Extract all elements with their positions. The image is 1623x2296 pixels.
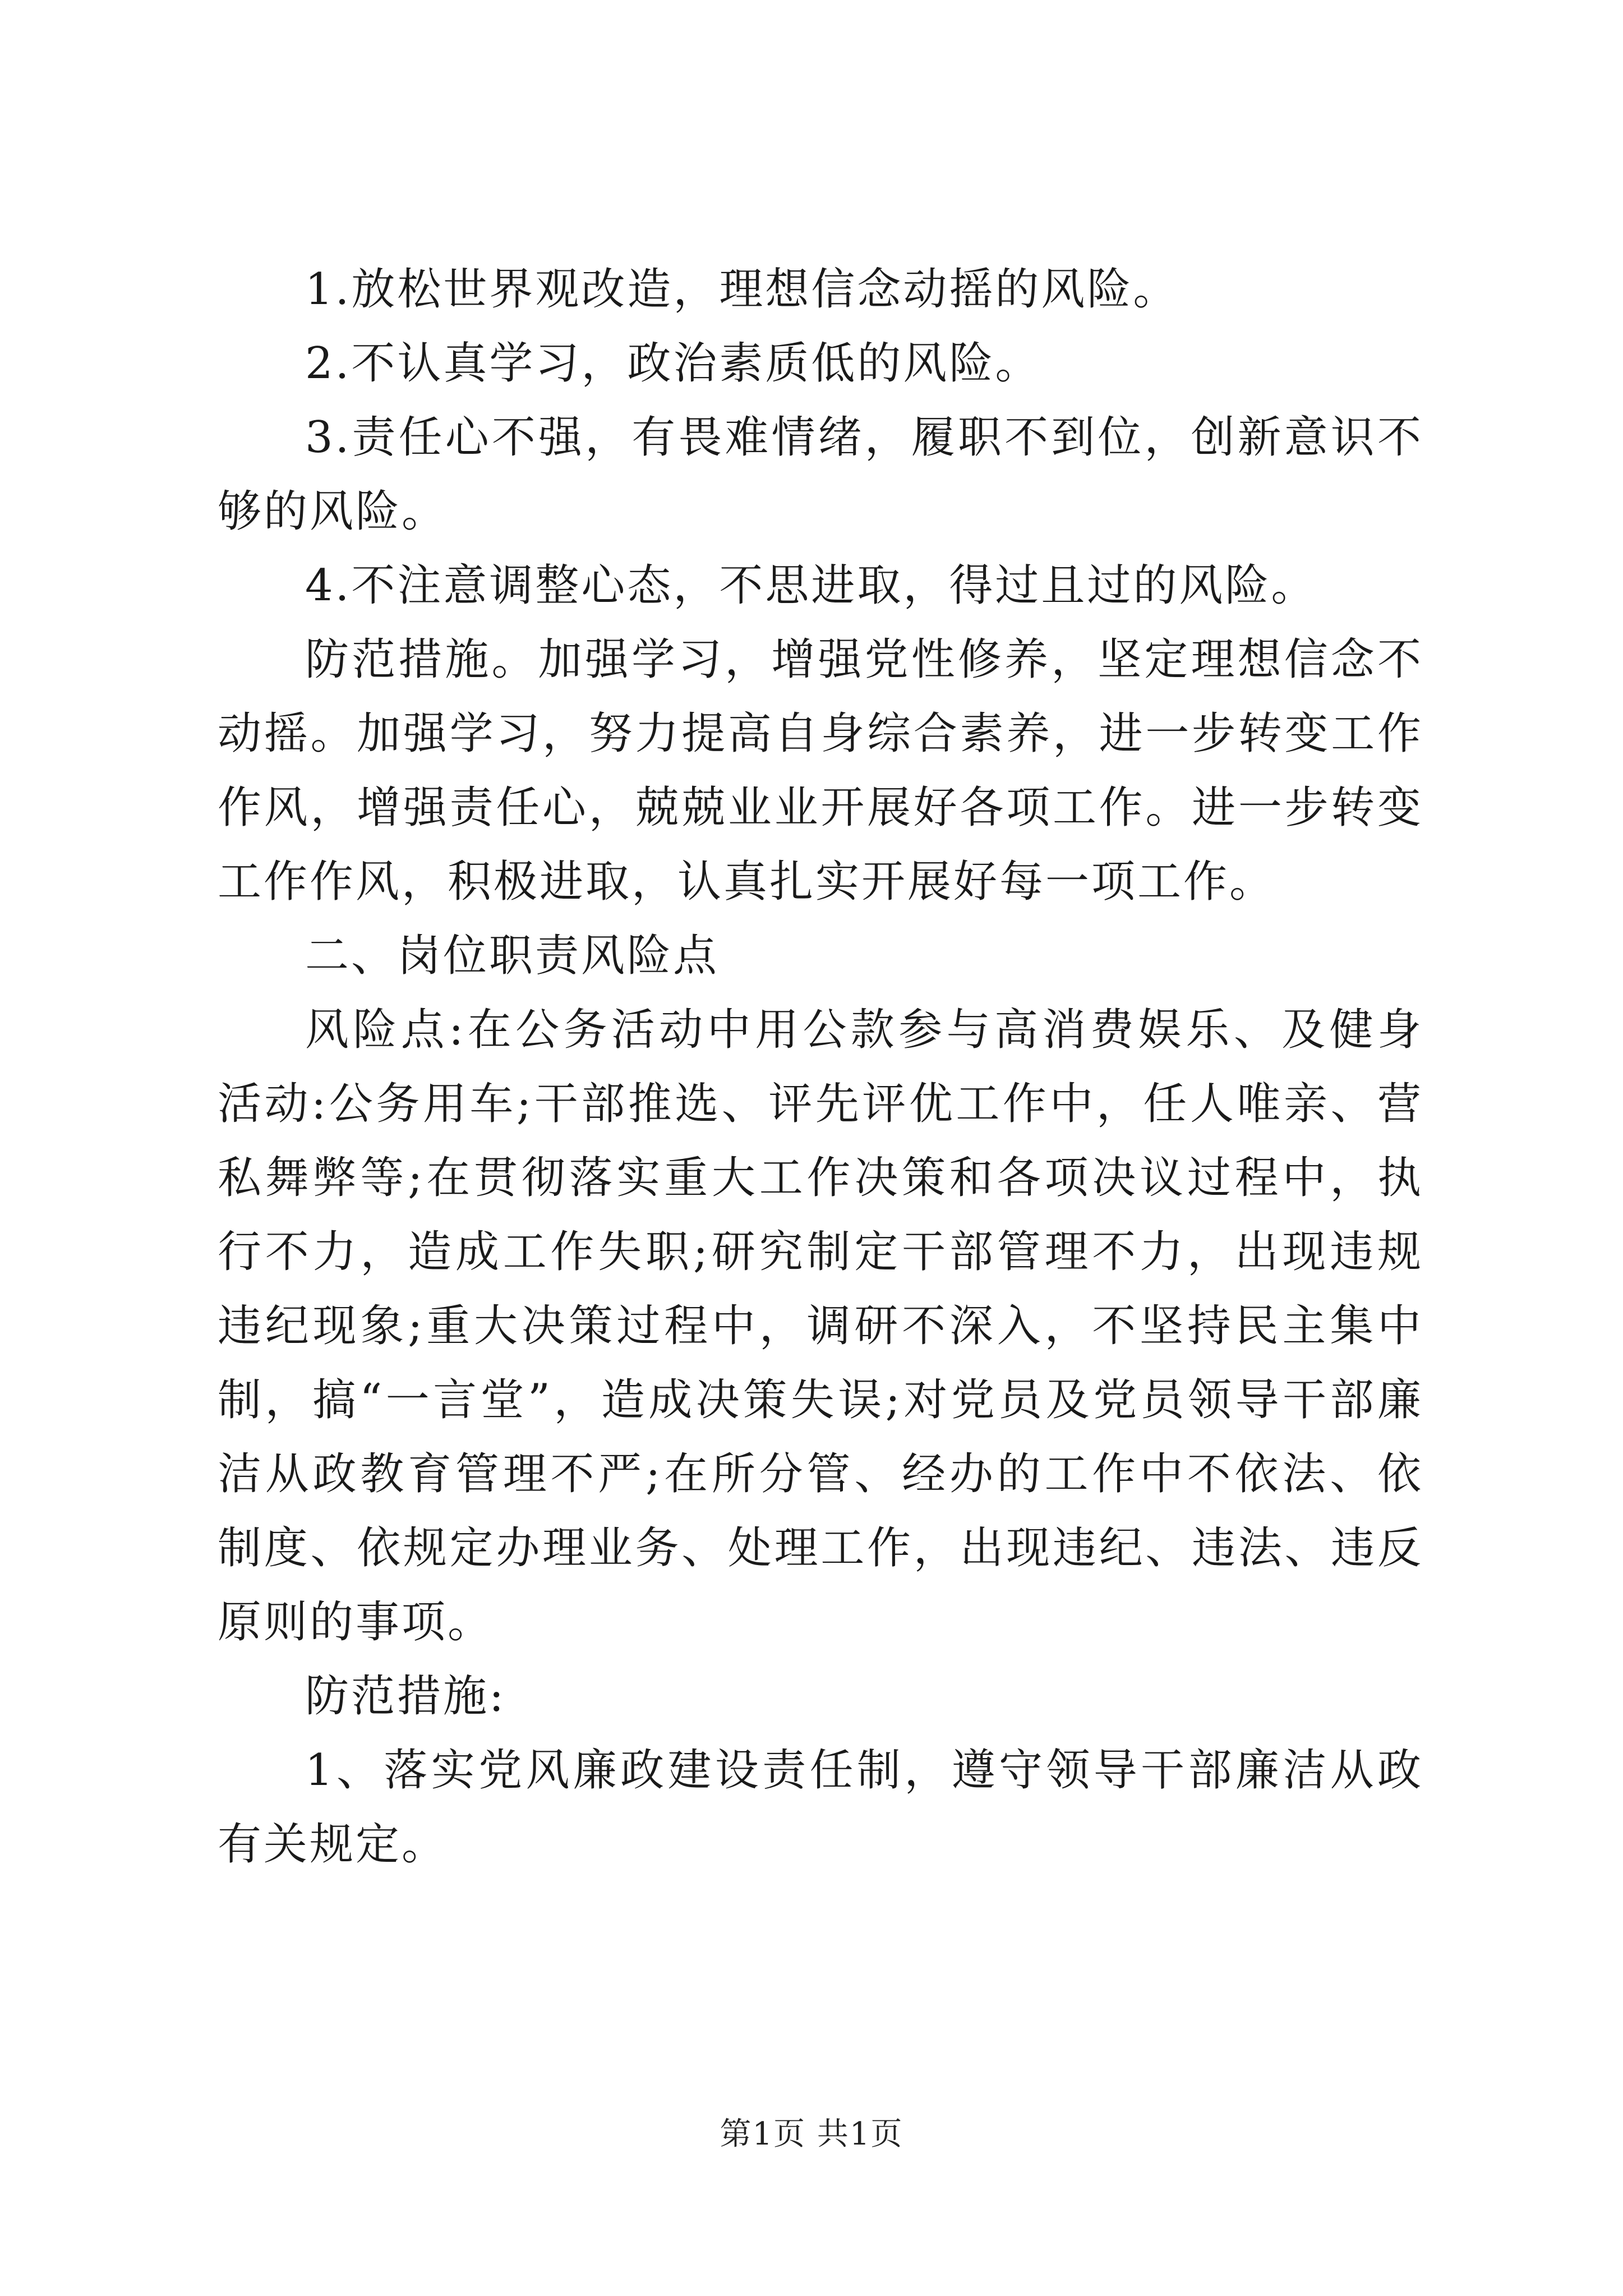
- paragraph-prevention-measures: 防范措施。加强学习，增强党性修养，坚定理想信念不动摇。加强学习，努力提高自身综合素养，进一步转变工作作风，增强责任心，兢兢业业开展好各项工作。进一步转变工作作风，积极进取，认真扎实开展好每一项工作。: [218, 634, 1423, 907]
- paragraph-risk-4: 4.不注意调整心态，不思进取，得过且过的风险。: [305, 560, 1317, 611]
- paragraph-risk-2: 2.不认真学习，政治素质低的风险。: [305, 338, 1041, 389]
- page-footer: 第1页 共1页: [720, 2116, 903, 2152]
- document-body: [218, 252, 1423, 1881]
- paragraph-measure-1: 1、落实党风廉政建设责任制，遵守领导干部廉洁从政有关规定。: [218, 1745, 1423, 1870]
- paragraph-risk-1: 1.放松世界观改造，理想信念动摇的风险。: [305, 264, 1179, 315]
- paragraph-risk-points: 风险点:在公务活动中用公款参与高消费娱乐、及健身活动:公务用车;干部推选、评先评优工作中，任人唯亲、营私舞弊等;在贯彻落实重大工作决策和各项决议过程中，执行不力，造成工作失职;研究制定干部管理不力，出现违规违纪现象;重大决策过程中，调研不深入，不坚持民主集中制，搞“一言堂”，造成决策失误;对党员及党员领导干部廉洁从政教育管理不严;在所分管、经办的工作中不依法、依制度、依规定办理业务、处理工作，出现违纪、违法、违反原则的事项。: [218, 1005, 1423, 1648]
- paragraph-risk-3: 3.责任心不强，有畏难情绪，履职不到位，创新意识不够的风险。: [218, 412, 1423, 537]
- paragraph-prevention-heading: 防范措施:: [305, 1671, 506, 1722]
- section-heading-post-duty-risks: 二、岗位职责风险点: [305, 931, 720, 981]
